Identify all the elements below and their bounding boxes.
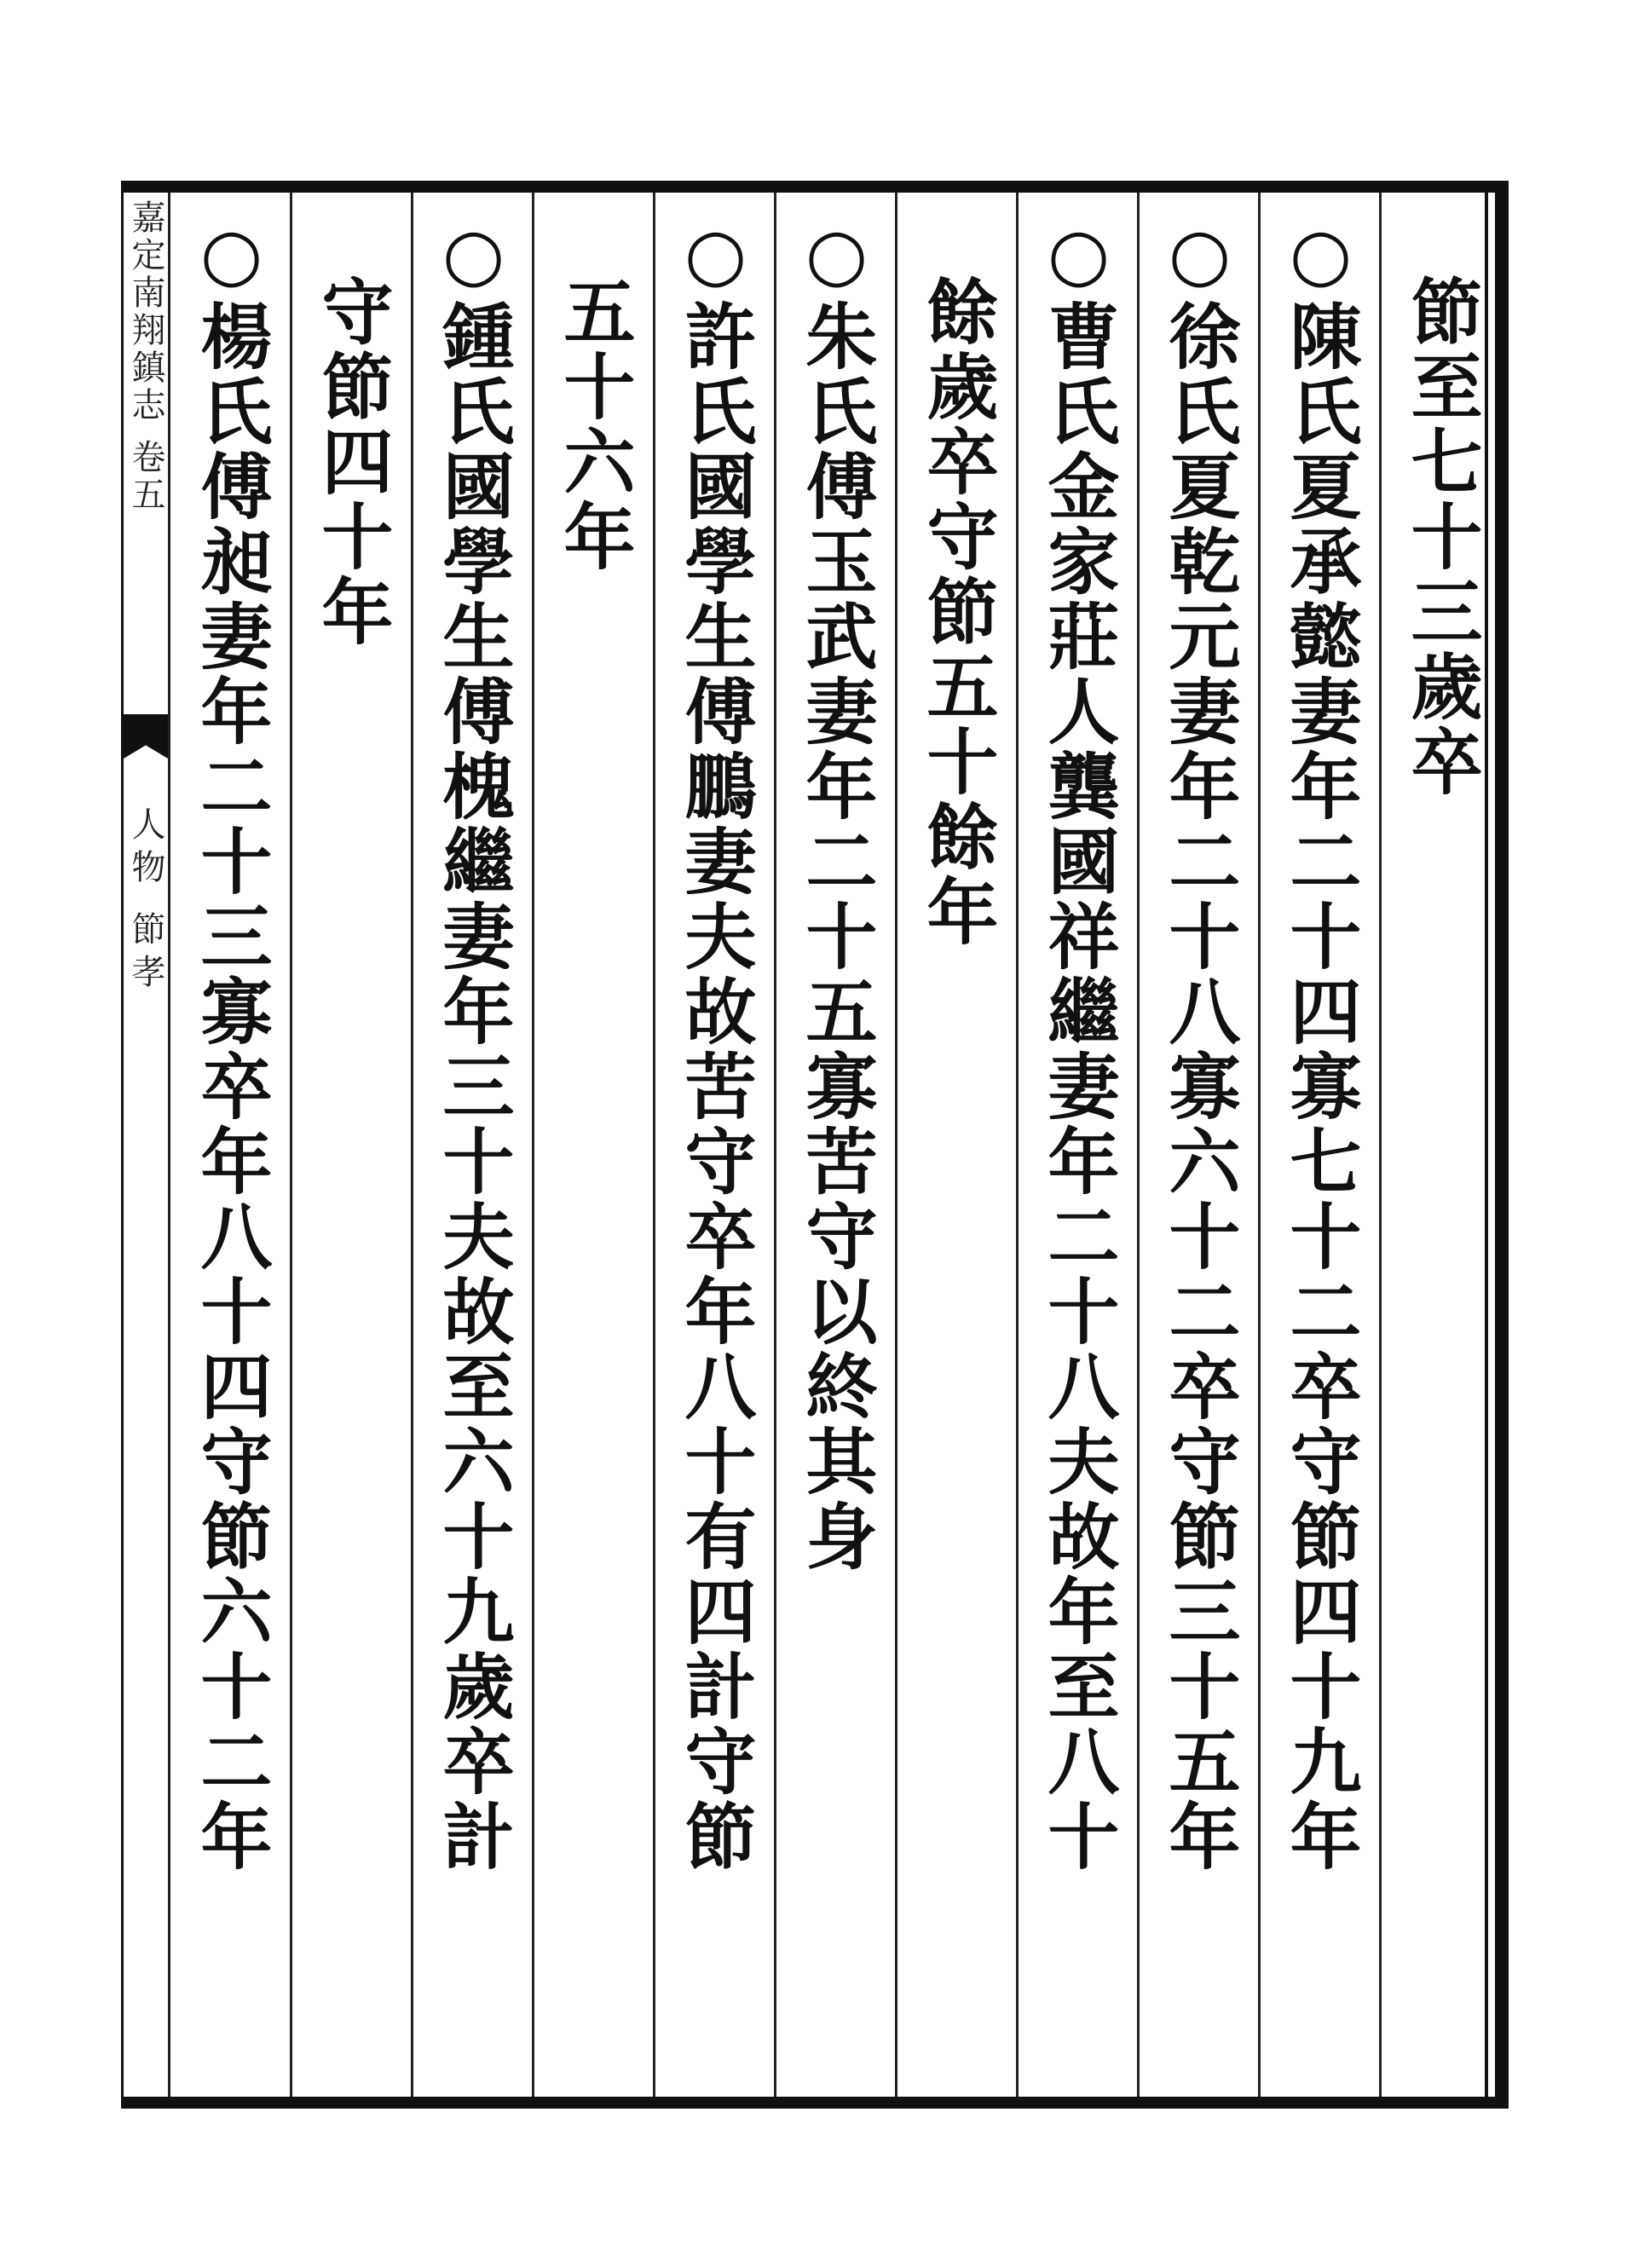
column-text: 楊氏傅昶妻年二十三寡卒年八十四守節六十二年	[189, 299, 274, 1874]
column-text: 徐氏夏乾元妻年二十八寡六十二卒守節三十五年	[1157, 299, 1242, 1874]
column-rule	[1379, 193, 1382, 2097]
entry-circle-marker: ○	[794, 211, 879, 299]
text-column-11	[184, 211, 278, 2086]
column-text: 許氏國學生傅鵬妻夫故苦守卒年八十有四計守節	[673, 299, 758, 1874]
banxin-strip	[124, 193, 168, 2097]
column-rule	[411, 193, 413, 2097]
banxin-title: 嘉定南翔鎮志 卷五	[126, 199, 165, 514]
column-text: 餘歲卒守節五十餘年	[915, 274, 1000, 949]
column-rule	[774, 193, 776, 2097]
text-column-4	[1031, 211, 1125, 2086]
column-text: 鍾氏國學生傅槐繼妻年三十夫故至六十九歲卒計	[431, 299, 516, 1874]
text-column-8	[547, 274, 641, 2150]
entry-circle-marker: ○	[1036, 211, 1121, 299]
column-text: 陳氏夏承懿妻年二十四寡七十二卒守節四十九年	[1278, 299, 1363, 1874]
entry-circle-marker: ○	[1278, 211, 1363, 299]
text-column-2	[1273, 211, 1367, 2086]
entry-circle-marker: ○	[189, 211, 274, 299]
text-column-5	[910, 274, 1004, 2150]
column-text: 朱氏傅玉武妻年二十五寡苦守以終其身	[794, 299, 879, 1574]
text-column-1	[1394, 274, 1488, 2150]
text-column-10	[305, 274, 399, 2150]
column-rule	[1016, 193, 1019, 2097]
text-column-7	[668, 211, 762, 2086]
column-rule	[290, 193, 292, 2097]
column-rule	[1258, 193, 1261, 2097]
column-rule	[1137, 193, 1140, 2097]
column-text: 守節四十年	[310, 274, 395, 649]
column-rule	[168, 193, 170, 2097]
entry-circle-marker: ○	[673, 211, 758, 299]
text-column-3	[1152, 211, 1246, 2086]
entry-circle-marker: ○	[431, 211, 516, 299]
column-rule	[532, 193, 534, 2097]
column-text: 五十六年	[552, 274, 637, 574]
column-rule	[653, 193, 655, 2097]
entry-circle-marker: ○	[1157, 211, 1242, 299]
text-column-6	[789, 211, 883, 2086]
column-text: 曹氏金家莊人龔國祥繼妻年二十八夫故年至八十	[1036, 299, 1121, 1874]
column-rule	[895, 193, 897, 2097]
banxin-section: 人物 節孝	[126, 806, 165, 996]
text-column-9	[426, 211, 520, 2086]
fishtail-mark-icon	[124, 714, 168, 759]
column-text: 節至七十三歲卒	[1399, 274, 1484, 799]
